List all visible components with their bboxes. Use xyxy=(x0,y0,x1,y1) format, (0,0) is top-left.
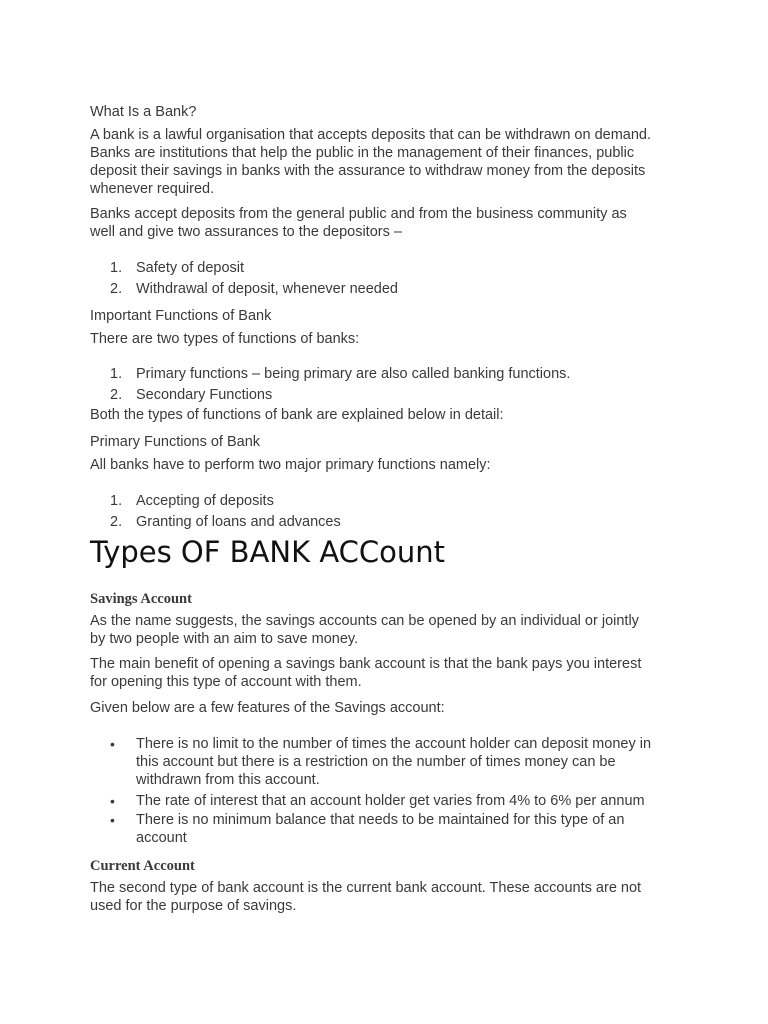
paragraph-line: Banks are institutions that help the public in the management of their finances, public xyxy=(90,145,635,161)
section-heading-functions: Important Functions of Bank xyxy=(90,308,272,324)
list-item-text: Withdrawal of deposit, whenever needed xyxy=(136,281,398,297)
paragraph-line: As the name suggests, the savings accounts can be opened by an individual or jointly xyxy=(90,613,639,629)
list-item-text: Secondary Functions xyxy=(136,387,273,403)
document-title: Types OF BANK ACCount xyxy=(90,535,446,569)
bullet-text: There is no minimum balance that needs to be maintained for this type of an xyxy=(136,812,625,828)
bullet-icon: • xyxy=(110,793,115,809)
list-number: 2. xyxy=(110,514,123,530)
paragraph-line: A bank is a lawful organisation that accepts deposits that can be withdrawn on demand. xyxy=(90,127,652,143)
list-item-text: Primary functions – being primary are also called banking functions. xyxy=(136,366,571,382)
paragraph-line: by two people with an aim to save money. xyxy=(90,631,359,647)
list-item-text: Safety of deposit xyxy=(136,260,245,276)
bullet-icon: • xyxy=(110,736,115,752)
bullet-text: The rate of interest that an account holder get varies from 4% to 6% per annum xyxy=(136,793,645,809)
list-number: 2. xyxy=(110,387,123,403)
paragraph-line: There are two types of functions of banks: xyxy=(90,331,360,347)
paragraph-line: Banks accept deposits from the general public and from the business community as xyxy=(90,206,627,222)
list-item-text: Accepting of deposits xyxy=(136,493,274,509)
list-number: 1. xyxy=(110,366,123,382)
list-item xyxy=(110,513,341,531)
paragraph-line: The main benefit of opening a savings bank account is that the bank pays you interest xyxy=(90,656,642,672)
paragraph-line: for opening this type of account with them. xyxy=(90,674,362,690)
list-item xyxy=(110,365,570,383)
bullet-text: There is no limit to the number of times the account holder can deposit money in xyxy=(136,736,652,752)
paragraph-line: used for the purpose of savings. xyxy=(90,898,297,914)
list-item xyxy=(110,259,244,277)
paragraph-line: Both the types of functions of bank are explained below in detail: xyxy=(90,407,504,423)
bullet-text: withdrawn from this account. xyxy=(136,772,320,788)
list-number: 2. xyxy=(110,281,123,297)
paragraph-line: deposit their savings in banks with the assurance to withdraw money from the deposits xyxy=(90,163,646,179)
paragraph-line: whenever required. xyxy=(90,181,215,197)
list-item xyxy=(110,492,274,510)
section-heading-current: Current Account xyxy=(90,858,195,874)
section-heading-savings: Savings Account xyxy=(90,591,192,607)
section-heading-what-is-bank: What Is a Bank? xyxy=(90,104,197,120)
bullet-text: account xyxy=(136,830,187,846)
bullet-icon: • xyxy=(110,812,115,828)
paragraph-line: All banks have to perform two major primary functions namely: xyxy=(90,457,491,473)
list-item xyxy=(110,280,398,298)
section-heading-primary: Primary Functions of Bank xyxy=(90,434,261,450)
bullet-text: this account but there is a restriction on the number of times money can be xyxy=(136,754,616,770)
list-item xyxy=(110,386,272,404)
list-number: 1. xyxy=(110,493,123,509)
paragraph-line: Given below are a few features of the Savings account: xyxy=(90,700,445,716)
list-item-text: Granting of loans and advances xyxy=(136,514,341,530)
paragraph-line: well and give two assurances to the depositors – xyxy=(90,224,402,240)
list-number: 1. xyxy=(110,260,123,276)
paragraph-line: The second type of bank account is the current bank account. These accounts are not xyxy=(90,880,642,896)
